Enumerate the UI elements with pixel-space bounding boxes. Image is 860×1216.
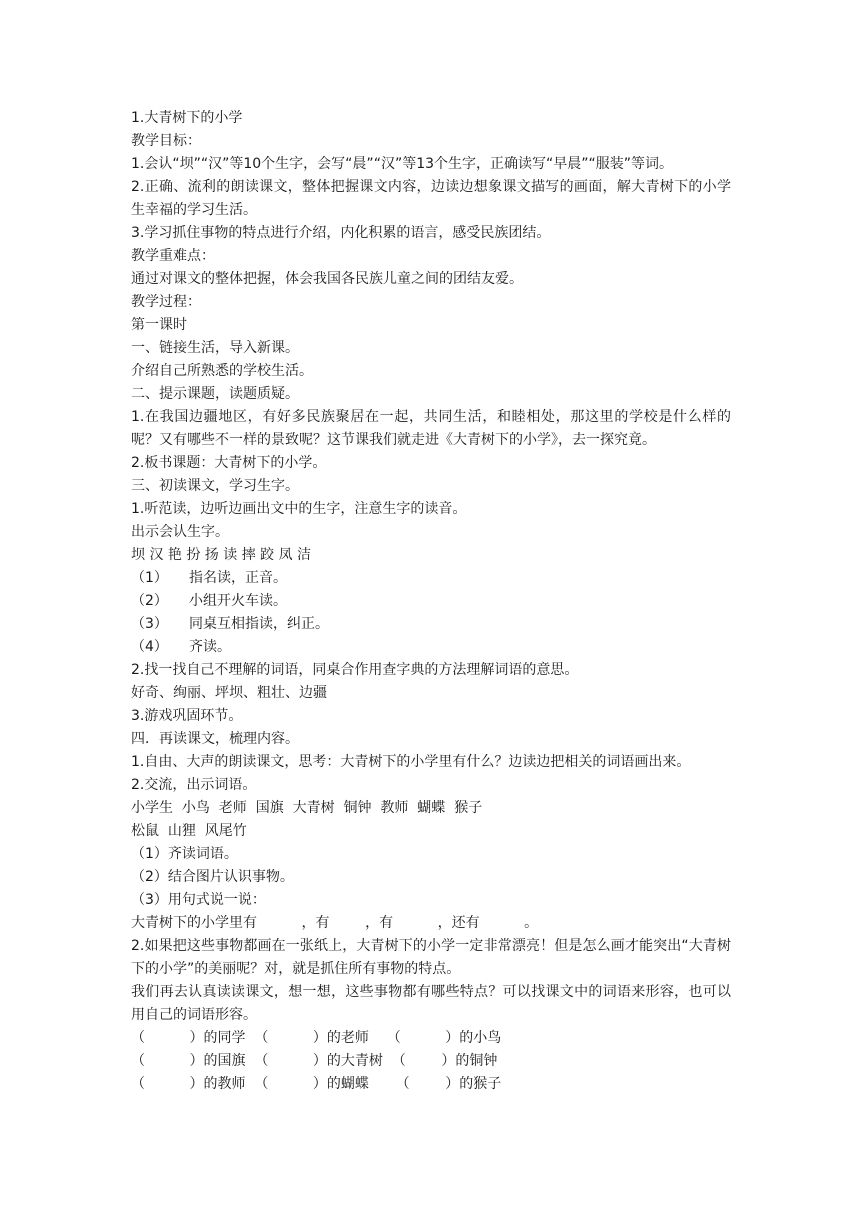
text-line: （3）用句式说一说： bbox=[131, 892, 266, 908]
text-paragraph: 2.如果把这些事物都画在一张纸上，大青树下的小学一定非常漂亮！但是怎么画才能突出“大青树下的小学”的美丽呢？对，就是抓住所有事物的特点。 bbox=[131, 938, 731, 977]
step-item bbox=[131, 567, 731, 590]
text-paragraph: 1.会认“坝”“汉”等10个生字，会写“晨”“汉”等13个生字，正确读写“早晨”“服装”等词。 bbox=[131, 156, 674, 172]
step-number: （2） bbox=[131, 593, 168, 609]
character-list: 坝 汉 艳 扮 扬 读 摔 跤 凤 洁 bbox=[131, 547, 312, 563]
text-line: 出示会认生字。 bbox=[131, 524, 229, 540]
text-line: 1.听范读，边听边画出文中的生字，注意生字的读音。 bbox=[131, 501, 467, 517]
text-line: 一、链接生活，导入新课。 bbox=[131, 340, 299, 356]
text-line: 教学过程： bbox=[131, 294, 201, 310]
step-item bbox=[131, 636, 731, 659]
step-text: 同桌互相指读，纠正。 bbox=[189, 616, 329, 632]
word-list: 松鼠 山狸 风尾竹 bbox=[131, 823, 247, 839]
step-text: 小组开火车读。 bbox=[189, 593, 287, 609]
document-body bbox=[131, 107, 731, 1096]
text-line: 3.学习抓住事物的特点进行介绍，内化积累的语言，感受民族团结。 bbox=[131, 225, 551, 241]
text-line: 教学重难点： bbox=[131, 248, 215, 264]
text-line: 三、初读课文，学习生字。 bbox=[131, 478, 299, 494]
text-line: （2）结合图片认识事物。 bbox=[131, 869, 294, 885]
text-line: 2.找一找自己不理解的词语，同桌合作用查字典的方法理解词语的意思。 bbox=[131, 662, 579, 678]
fill-blank-row: （ ）的同学 （ ）的老师 （ ）的小鸟 bbox=[131, 1030, 502, 1046]
text-paragraph: 我们再去认真读读课文，想一想，这些事物都有哪些特点？可以找课文中的词语来形容，也可以用自己的词语形容。 bbox=[131, 984, 731, 1023]
fill-blank-row: （ ）的教师 （ ）的蝴蝶 （ ）的猴子 bbox=[131, 1076, 502, 1092]
step-number: （3） bbox=[131, 616, 168, 632]
step-text: 齐读。 bbox=[189, 639, 231, 655]
text-line: 2.交流，出示词语。 bbox=[131, 777, 257, 793]
text-line: 1.自由、大声的朗读课文，思考：大青树下的小学里有什么？边读边把相关的词语画出来。 bbox=[131, 754, 691, 770]
text-line: 2.板书课题：大青树下的小学。 bbox=[131, 455, 327, 471]
sentence-pattern: 大青树下的小学里有 ，有 ，有 ，还有 。 bbox=[131, 915, 539, 931]
text-line: 第一课时 bbox=[131, 317, 187, 333]
step-item bbox=[131, 613, 731, 636]
step-number: （1） bbox=[131, 570, 168, 586]
lesson-title: 1.大青树下的小学 bbox=[131, 110, 243, 126]
step-item bbox=[131, 590, 731, 613]
word-list: 小学生 小鸟 老师 国旗 大青树 铜钟 教师 蝴蝶 猴子 bbox=[131, 800, 483, 816]
text-line: 教学目标： bbox=[131, 133, 201, 149]
fill-blank-row: （ ）的国旗 （ ）的大青树 （ ）的铜钟 bbox=[131, 1053, 498, 1069]
text-line: 二、提示课题，读题质疑。 bbox=[131, 386, 299, 402]
step-text: 指名读，正音。 bbox=[189, 570, 287, 586]
text-line: 介绍自己所熟悉的学校生活。 bbox=[131, 363, 313, 379]
text-line: （1）齐读词语。 bbox=[131, 846, 238, 862]
text-line: 四．再读课文，梳理内容。 bbox=[131, 731, 299, 747]
text-line: 3.游戏巩固环节。 bbox=[131, 708, 243, 724]
text-paragraph: 1.在我国边疆地区，有好多民族聚居在一起，共同生活，和睦相处，那这里的学校是什么样的呢？又有哪些不一样的景致呢？这节课我们就走进《大青树下的小学》，去一探究竟。 bbox=[131, 409, 731, 448]
text-paragraph: 2.正确、流利的朗读课文，整体把握课文内容，边读边想象课文描写的画面，解大青树下的小学生幸福的学习生活。 bbox=[131, 179, 731, 218]
word-list: 好奇、绚丽、坪坝、粗壮、边疆 bbox=[131, 685, 327, 701]
step-number: （4） bbox=[131, 639, 168, 655]
text-line: 通过对课文的整体把握，体会我国各民族儿童之间的团结友爱。 bbox=[131, 271, 523, 287]
